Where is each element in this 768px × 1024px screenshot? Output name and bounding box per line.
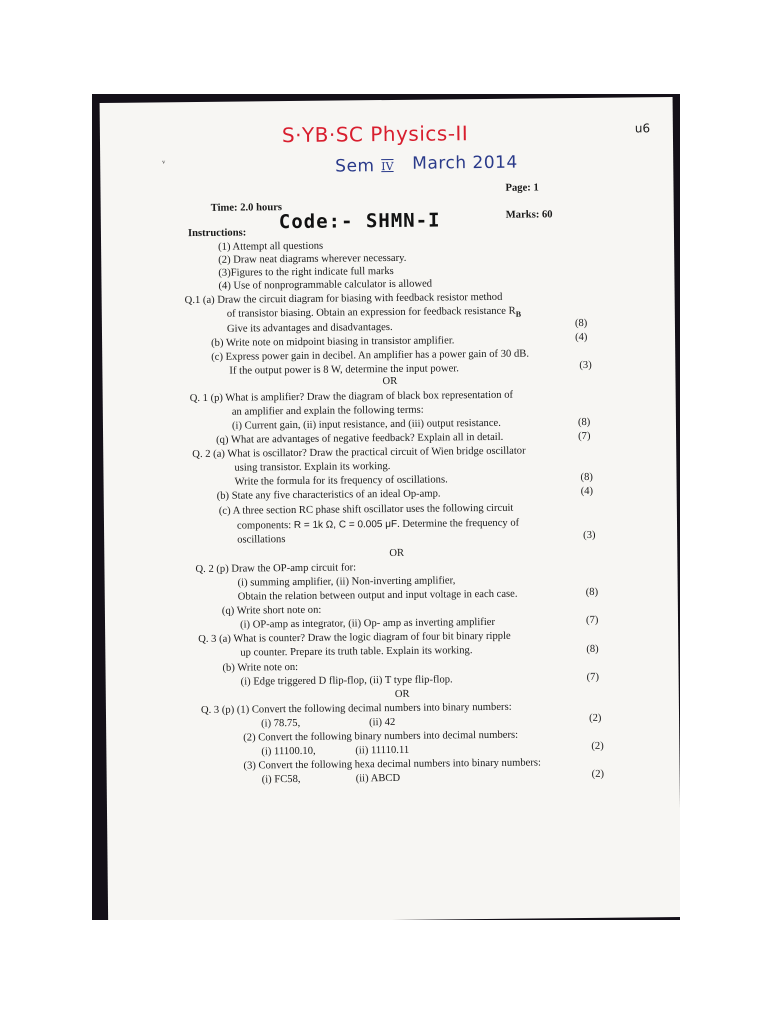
or-divider-1: OR: [382, 375, 398, 388]
instructions-heading: Instructions:: [187, 227, 247, 240]
q3b-marks: (7): [586, 671, 600, 683]
q1p-line-3: (i) Current gain, (ii) input resistance, and (iii) output resistance.: [231, 417, 501, 432]
q2c-line-2: components: R = 1k Ω, C = 0.005 μF. Determine the frequency of: [236, 517, 520, 532]
q3a-line-1: Q. 3 (a) What is counter? Draw the logic diagram of four bit binary ripple: [198, 630, 511, 646]
q3p-2-a: (i) 11100.10,: [261, 745, 316, 758]
q2a-line-2: using transistor. Explain its working.: [234, 460, 391, 474]
or-divider-3: OR: [394, 688, 410, 700]
exam-paper: [100, 97, 680, 920]
q1p-line-2: an amplifier and explain the following terms:: [231, 404, 424, 418]
q3p-line-2: (2) Convert the following binary numbers into decimal numbers:: [243, 729, 519, 744]
q2c-marks: (3): [583, 529, 596, 541]
q3p-line-3: (3) Convert the following hexa decimal numbers into binary numbers:: [243, 757, 542, 772]
q1p-marks: (8): [577, 416, 591, 429]
q1a-line-2: of transistor biasing. Obtain an expression for feedback resistance $R_B$: [226, 305, 522, 320]
q3p-3-marks: (2): [591, 768, 605, 780]
handwritten-title: S·YB·SC Physics-II: [281, 121, 469, 148]
q2q-line-1: (q) Write short note on:: [221, 604, 322, 617]
q1c-line-2: If the output power is 8 W, determine the input power.: [229, 363, 459, 377]
page-number: Page: 1: [505, 182, 539, 194]
q3p-2-b: (ii) 11110.11: [355, 744, 410, 757]
q2a-line-3: Write the formula for its frequency of oscillations.: [234, 474, 448, 488]
q2p-line-2: (i) summing amplifier, (ii) Non-inverting amplifier,: [237, 575, 456, 589]
q2b-text: (b) State any five characteristics of an ideal Op-amp.: [216, 488, 441, 502]
q2q-line-2: (i) OP-amp as integrator, (ii) Op- amp as inverting amplifier: [239, 616, 496, 631]
corner-note: u6: [634, 121, 651, 136]
or-divider-2: OR: [389, 547, 405, 560]
handwritten-sem-prefix: Sem: [335, 156, 375, 177]
handwritten-sem-date: March 2014: [412, 152, 518, 174]
instruction-3: (3)Figures to the right indicate full marks: [218, 265, 394, 279]
instruction-1: (1) Attempt all questions: [218, 240, 324, 253]
q2q-marks: (7): [585, 614, 599, 626]
instruction-4: (4) Use of nonprogrammable calculator is allowed: [218, 278, 433, 292]
q3b-line-2: (i) Edge triggered D flip-flop, (ii) T type flip-flop.: [240, 674, 453, 688]
q2p-line-3: Obtain the relation between output and input voltage in each case.: [237, 588, 518, 603]
q3p-1-marks: (2): [588, 712, 602, 724]
q3p-1-a: (i) 78.75,: [261, 717, 301, 730]
q1c-marks: (3): [579, 359, 592, 372]
q3p-2-marks: (2): [591, 740, 604, 752]
q3a-line-2: up counter. Prepare its truth table. Explain its working.: [240, 645, 473, 659]
marks-label: Marks: 60: [505, 209, 553, 221]
scan-frame: [92, 94, 680, 920]
q1p-line-1: Q. 1 (p) What is amplifier? Draw the diagram of black box representation of: [189, 389, 514, 405]
q3p-1-b: (ii) 42: [369, 716, 396, 729]
q3p-3-b: (ii) ABCD: [355, 772, 401, 785]
q3b-line-1: (b) Write note on:: [222, 661, 299, 674]
q2p-marks: (8): [585, 586, 599, 598]
instruction-2: (2) Draw neat diagrams wherever necessary.: [218, 252, 407, 266]
q2a-line-1: Q. 2 (a) What is oscillator? Draw the practical circuit of Wien bridge oscillator: [192, 445, 526, 461]
q1a-marks: (8): [574, 317, 588, 330]
handwritten-sem-roman: IV: [381, 159, 394, 174]
q2p-line-1: Q. 2 (p) Draw the OP-amp circuit for:: [195, 562, 357, 576]
q3a-marks: (8): [586, 643, 599, 655]
stray-mark: ᵛ: [162, 158, 166, 170]
q1b-text: (b) Write note on midpoint biasing in transistor amplifier.: [211, 335, 455, 349]
q1q-marks: (7): [578, 430, 591, 443]
q1b-marks: (4): [575, 331, 588, 344]
q2c-line-3: oscillations: [237, 534, 286, 546]
time-label: Time: 2.0 hours: [210, 202, 283, 214]
q2b-marks: (4): [580, 485, 594, 498]
q1a-line-1: Q.1 (a) Draw the circuit diagram for biasing with feedback resistor method: [184, 291, 503, 307]
q1a-line-3: Give its advantages and disadvantages.: [226, 321, 393, 335]
q3p-line-1: Q. 3 (p) (1) Convert the following decimal numbers into binary numbers:: [200, 701, 512, 716]
q2a-marks: (8): [580, 471, 593, 484]
q1c-line-1: (c) Express power gain in decibel. An amplifier has a power gain of 30 dB.: [211, 348, 530, 363]
handwritten-code: Code:- SHMN-I: [278, 209, 441, 234]
q2c-line-1: (c) A three section RC phase shift oscillator uses the following circuit: [218, 502, 514, 517]
q3p-3-a: (i) FC58,: [261, 773, 301, 786]
q1q-text: (q) What are advantages of negative feedback? Explain all in detail.: [216, 431, 504, 446]
